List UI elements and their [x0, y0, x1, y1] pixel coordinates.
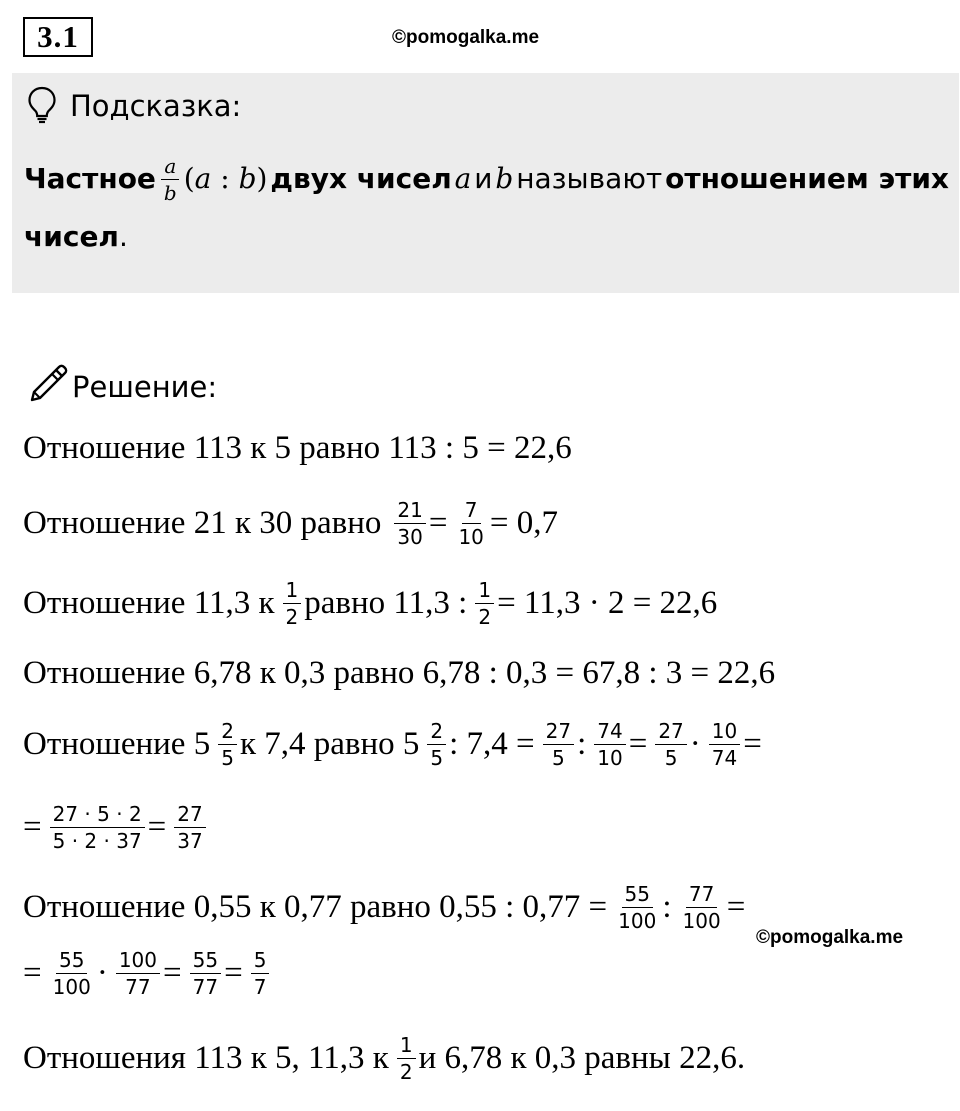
line-2-pre: Отношение 21 к 30 равно	[23, 505, 382, 541]
fraction-den: 2	[478, 604, 492, 629]
solution-line-6	[23, 801, 209, 853]
fraction	[475, 579, 494, 628]
watermark-bottom: ©pomogalka.me	[756, 927, 904, 948]
lightbulb-icon	[27, 86, 57, 124]
solution-line-1	[23, 428, 577, 468]
fraction	[218, 720, 237, 769]
line-9-post: и 6,78 к 0,3 равны 22,6.	[418, 1040, 746, 1076]
fraction-den: 37	[177, 828, 203, 853]
fraction	[174, 803, 205, 852]
line-1-text: Отношение 113 к 5 равно 113 : 5 = 22,6	[23, 430, 572, 466]
line-5-mid1: к 7,4 равно 5	[239, 726, 420, 762]
fraction-den: 5 · 2 · 37	[52, 828, 142, 853]
fraction-num: 7	[462, 499, 481, 524]
hint-title: Подсказка:	[70, 89, 242, 123]
line-2-post: = 0,7	[489, 505, 559, 541]
fraction-den: 100	[52, 974, 91, 999]
operator: :	[577, 726, 587, 762]
fraction-num: 5	[251, 949, 270, 974]
fraction-num: 2	[427, 720, 446, 745]
operator: ·	[96, 955, 108, 991]
fraction-den: 77	[125, 974, 151, 999]
line-3-post: = 11,3 · 2 = 22,6	[497, 585, 718, 621]
line-7-pre: Отношение 0,55 к 0,77 равно 0,55 : 0,77 =	[23, 889, 608, 925]
line-5-pre: Отношение 5	[23, 726, 211, 762]
solution-line-9	[23, 1032, 750, 1084]
fraction-num: 27	[174, 803, 205, 828]
line-8-pre: =	[23, 955, 42, 991]
solution-line-2	[23, 497, 563, 549]
fraction-den: 10	[597, 745, 623, 770]
hint-numbers-word: чисел	[24, 220, 119, 253]
fraction-den: 100	[618, 908, 657, 933]
hint-word-quotient: Частное	[24, 162, 156, 195]
fraction	[394, 499, 425, 548]
operator: =	[628, 726, 648, 762]
fraction-num: 100	[116, 949, 160, 974]
fraction	[251, 949, 270, 998]
hint-var-b2: b	[495, 162, 514, 195]
operator: ·	[689, 726, 701, 762]
watermark-top: ©pomogalka.me	[392, 27, 540, 48]
fraction-num: 1	[397, 1034, 416, 1059]
fraction-num: 1	[475, 579, 494, 604]
line-9-pre: Отношения 113 к 5, 11,3 к	[23, 1040, 389, 1076]
fraction-num: 27 · 5 · 2	[50, 803, 145, 828]
solution-line-5	[23, 718, 767, 770]
fraction-num: 27	[655, 720, 686, 745]
line-6-pre: =	[23, 809, 42, 845]
fraction-den: 5	[664, 745, 678, 770]
fraction-den: 5	[430, 745, 444, 770]
fraction-num: 10	[709, 720, 740, 745]
hint-fraction-den: b	[163, 180, 177, 205]
fraction	[455, 499, 486, 548]
fraction-num: 27	[543, 720, 574, 745]
fraction-den: 77	[192, 974, 219, 999]
fraction	[427, 720, 446, 769]
hint-two-numbers: двух чисел	[270, 162, 452, 195]
line-4-text: Отношение 6,78 к 0,3 равно 6,78 : 0,3 = 67,8 : 3 = 22,6	[23, 655, 776, 691]
fraction	[655, 720, 686, 769]
hint-var-a2: a	[454, 162, 472, 195]
line-7-post: =	[726, 889, 746, 925]
line-5-post: =	[743, 726, 762, 762]
fraction-den: 2	[285, 604, 299, 629]
line-5-mid2: : 7,4 =	[449, 726, 535, 762]
fraction	[283, 579, 302, 628]
fraction	[116, 949, 160, 998]
fraction-den: 5	[221, 745, 234, 770]
fraction	[190, 949, 221, 998]
line-3-mid: равно 11,3 :	[304, 585, 468, 621]
fraction	[50, 803, 145, 852]
fraction-den: 10	[458, 524, 484, 549]
hint-fraction-num: a	[161, 155, 179, 180]
fraction-den: 74	[711, 745, 738, 770]
fraction-num: 74	[594, 720, 625, 745]
equals: =	[428, 505, 448, 541]
fraction-num: 1	[283, 579, 302, 604]
hint-paren-open: (	[183, 162, 195, 195]
solution-line-4	[23, 653, 780, 693]
fraction	[50, 949, 94, 998]
solution-line-8	[23, 947, 272, 999]
fraction-num: 55	[622, 883, 653, 908]
hint-ratio-term: отношением этих	[665, 162, 949, 195]
fraction-den: 100	[682, 908, 721, 933]
line-3-pre: Отношение 11,3 к	[23, 585, 275, 621]
fraction-num: 2	[218, 720, 237, 745]
hint-colon: :	[211, 162, 239, 195]
fraction-den: 2	[399, 1059, 413, 1084]
fraction	[680, 883, 724, 932]
fraction-den: 5	[551, 745, 565, 770]
task-number: 3.1	[23, 17, 93, 57]
fraction	[397, 1034, 416, 1083]
fraction	[594, 720, 625, 769]
operator: =	[163, 955, 182, 991]
fraction-num: 77	[686, 883, 717, 908]
hint-var-a: a	[194, 162, 212, 195]
operator: =	[224, 955, 243, 991]
fraction-num: 21	[394, 499, 425, 524]
hint-called: называют	[516, 162, 663, 195]
hint-fraction	[161, 155, 180, 204]
solution-line-7	[23, 881, 750, 933]
fraction-num: 55	[190, 949, 221, 974]
fraction	[615, 883, 659, 932]
fraction-num: 55	[56, 949, 87, 974]
operator: =	[147, 809, 167, 845]
hint-var-b: b	[238, 162, 257, 195]
fraction-den: 7	[253, 974, 267, 999]
pencil-icon	[26, 360, 70, 404]
operator: :	[662, 889, 672, 925]
fraction	[709, 720, 740, 769]
hint-period: .	[118, 220, 128, 253]
hint-text	[24, 150, 949, 266]
hint-paren-close: )	[256, 162, 268, 195]
fraction	[543, 720, 574, 769]
fraction-den: 30	[397, 524, 423, 549]
solution-line-3	[23, 577, 722, 629]
hint-and: и	[474, 162, 493, 195]
solution-title: Решение:	[72, 370, 218, 404]
